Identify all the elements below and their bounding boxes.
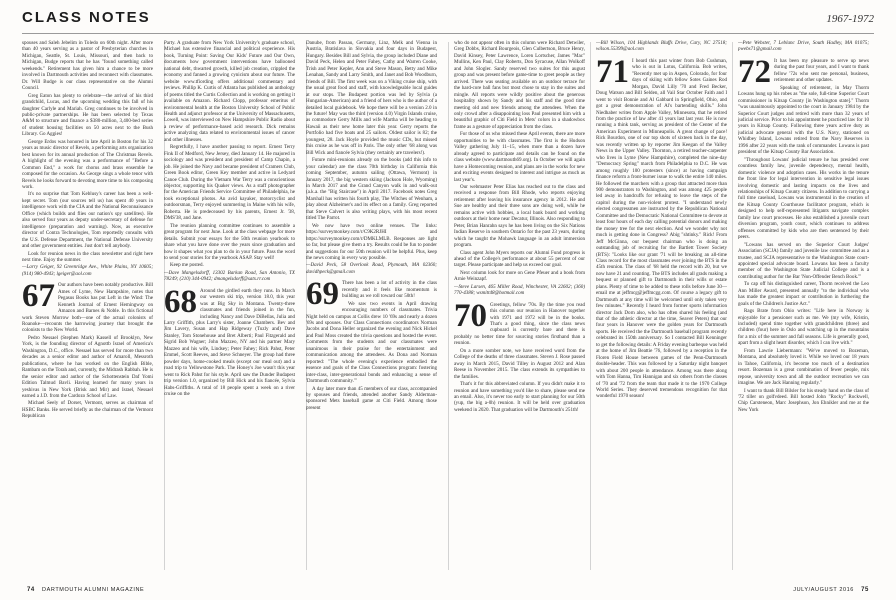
section-title: CLASS NOTES (22, 9, 151, 26)
paragraph: We now have two online venues. The links: https://surveymonkey.com/r/C9K2RJHI and https://surveymonkey.com/r/DMKLMLB. Responses are light so far, but please give them a try. Results could be fun to ponder and suggestions for our 50th reunion will be helpful. Plus, keep the news coming in every way possible. (306, 222, 437, 261)
class-1972-section (738, 53, 869, 90)
paragraph: It's no surprise that Tom Keblusy's career has been a well-kept secret. Tom (our sources tell us) has spent 40 years in intelligence work with the CIA and the National Reconnaissance Office (which builds and flies our nation's spy satellites). He also served four years as deputy under-secretary of defense for intelligence (preparation and warning). Now, as executive director of Contra Technologies, Tom reportedly consults with the U.S. Defense Department, the National Defense University and other government entities. Just don't tell anybody. (22, 191, 153, 250)
paragraph: Pedro Nessael (Stephen Mark) Kassell of Brooklyn, New York, is the founding director of Agnottb Israel of America's Washington, D.C., office. Nessael has served for more than two decades as a senior editor and author of Amaroll, Messroth publications, where he has worked on the English Bible, Rambam on the Torah and, currently, the Midrash Rabbah. He is the senior editor and author of the Schottenstein Daf Yomi Edition Talmud Bavli. Having learned for many years in yeshivas in New York (Brisk and Mir) and Israel, Nessael earned a J.D. from the Cardozo School of Law. (22, 334, 153, 400)
paragraph: spouses and Saleh Jebelim in Toledo on 60th night. After more than 40 years serving as a pastor of Presbyterian churches in Michigan, Seattle, St. Louis, Missouri, and then back to Michigan, Budge reports that he has "found something called weekends." Retirement has given him a chance to be more involved in Dartmouth activities and reconnect with classmates. Dr. Will Budge is our class representative on the Alumni Council. (22, 40, 153, 92)
issue-date: JULY/AUGUST 2016 (793, 587, 854, 593)
paragraph: Speaking of retirement, in May Thorm Lowans hung up his robes as "the sole, full-time Superior Court commissioner in Kitsap County [in Washington state]." Thorm "was unanimously appointed to the court in January 1984 by the Superior Court judges and retired with more than 32 years of judicial service. Prior to his appointment he practiced law for 10 years in Kitsap County. Following three years active duty as judicial advocate general with the U.S. Navy, stationed on Whidbey Island, Lowans retired from the Navy Reserves in 1996 after 22 years with the rank of commander. Lowans is past president of the Kitsap County Bar Association. (738, 84, 869, 156)
paragraph: A day later more than 45 members of our class, accompanied by spouses and friends, attended another Sandy Alderman-sponsored Mets baseball game at Citi Field. Among those present (306, 385, 437, 411)
paragraph: Michael Seely of Dorset, Vermont, serves as chairman of HSBC Banks. He served briefly as the chairman of the Vermont Republican (22, 400, 153, 420)
paragraph: Future mini-reunions already on the books (add this info to your calendar) are the class 70th birthday in California this coming September, autumn sailing (Ottawa, Vermont) in January 2017, the big western skiing (Jackson Hole, Wyoming) in March 2017 and the Grand Canyon walk in and walk-out (a.k.a. the "Big Staircase") in April 2017. Facebook notes Greg Marshall has written his fourth play, The Witches of Wenham, a play about Alzheimer's and its effect on a family. Greg reported that Steve Calvert is also writing plays, with his most recent titled The Parrot. (306, 157, 437, 222)
paragraph: For those of us who missed these April events, there are more opportunities to be with classmates. The first is the Hudson Valley gathering July 11–15, when more than a dozen have already agreed to participate and details can be found on the class website (www.dartmouth69.org). In October we will again have a Homecoming reunion, and plans are in the works for new and exciting events designed to interest and intrigue as much as last year's. (454, 131, 585, 183)
class-1968-section (164, 283, 295, 398)
paragraph: Next column look for more on Gene Pfeuer and a book from Arnie Weinzapf. (454, 269, 585, 283)
paragraph: Look for reunion news in the class newsletter and right here next time. Enjoy the summer. (22, 250, 153, 263)
paragraph: I heard this past winter from Bob Cushman, who is out in Lotus, California. Bob writes, "Recently met up in Aspen, Colorado, for four days of skiing with fellow Sotes Gaines Rod Morgan, David Lilly '70 and Fred Becker, Doug Watson and Bill Selden, all Vail Star October Faith and I went to visit Bonnie and Al Gabbard in Springfield, Ohio, and got a great demonstration of Al's bartending skills." John Niedhaber writes from Apple Valley, Minnesota, that he retired from the practice of law after 41 years last last year. He is now running a think tank, serving as president of the Center of the American Experiment in Minneapolis. A great change of pace! Rick Bourdon, one of our top shots of sixteen back in the day, was recently written up by reporter Jim Keegan of the Valley News in the Upper Valley. Thornton, a retired teacher-carpenter who lives in Lyme (New Hampshire), completed the nine-day "Democracy Spring" march from Philadelphia to D.C. He was among roughly 100 protesters (since) at having campaign finance reform a front-burner issue to walk the entire 140 miles. He followed the marchers with a group that attracted more than 900 demonstrators to Washington, and was among 425 people led away in handcuffs for refusing to leave the steps of the capitol during the non-violent protest. "I understand newly elected congressmen are instructed by the Republican National Committee and the Democratic National Committee to devote at least four hours of each day calling potential donors and making the money tree for the next election. And we wonder why not much is getting done in Congress? Abig "shtinky." Rick! From Jeff McGinna, our bequest chairman who is doing an outstanding job of recruiting for the Bartlett Tower Society (BTS): "Looks like our grant '71 will be breaking an all-time Class record for the most classmates ever joining the BTS in the 45th reunion. The class of '68 held the record with 20, but we now have 21 and counting. The BTS includes all grads making a bequest or planned gift to Dartmouth in their wills or estate plans. Plenty of time to be added to these rolls before June 30—email me at jeffmcg@jeffmcgg.com. Of course a legacy gift to Dartmouth at any time will be welcomed until only taken very few minutes." Recently I heard from former sports information director Jack Dorn also, who has often shared his feeling (and that of the athletic director at the time, Seaver Peters) that our four years in Hanover were the golden years for Dartmouth sports. He received the the Dartmouth baseball program recently celebrated its 150th anniversary. So I contacted Bill Kenninger to get the following details: A Friday evening barbeque was held at the home of Jim Beattie '76, followed by a reception in the Floren Field House between games of the Penn-Dartmouth double-header. This was followed by a Saturday night banquet with about 200 people in attendance. Among was there along with Tom Hanna, Tim Hannigan and six others from the classes of '70 and '72 from the team that made it to the 1970 College World Series. They deserved tremendous recognition for that wonderful 1970 season! (596, 57, 727, 400)
paragraph: Around the girdled earth they runs. In March our western ski trip, version 18.0, this year was at Big Sky in Montana. Twenty-three classmates and friends joined in the fun, including Nancy and Dave DiBellas, Julia and Larry Griffith, plus Larry's sister, Joanne Chambers. Bev and Jim Lavery, Susan and Hap Ridgeway (Tuzly and) Dave Stanley, Tom Stonehouse and Bret Alberti; Paul Fitzgerald and Sigrid Bob Wagner; John Mazzeo, NY and his partner Mary Mazzeo and his wife, Lindsey; Peter Fahey; Rick Pahst, Peter Emmel, Scott Reeves, and Steve Schneyer. The group had three powder days, home-cooked meals (except our meal out) and a road trip to Yellowstone Park. The Honey's Joe wasn't this year went to Rick Pahst for his style. April saw the Dunder Budapest trip version 1.0, organized by Bill Hick and his fiancée, Sylvia Habs-Griffiths. A total of 18 people spent a week on a river cruise on the (164, 287, 295, 398)
paragraph: George Erdos was honored in late April in Boston for his 32 years as music director of Revels, a performing arts organization best known for its annual production of The Christmas Revels. A highlight of the evening was a performance of "Before a Common End," a work for chorus and brass ensemble he composed for the occasion. As George sings a whole tenor with Revels he looks forward to devoting more time to his composing work. (22, 138, 153, 190)
paragraph: Rags Brate from Ohio writes: "Life here in Norway is enjoyable for a pensioner such as me. We (my wife, Kristin, included) spend time together with grandchildren (three) and children (four) here in Oslo and watching up in the mountains for a mix of the summer and fall seasons. Life is generally good, apart from a slight heart disorder, which I can live with." (738, 308, 869, 347)
publication-name: DARTMOUTH ALUMNI MAGAZINE (42, 587, 145, 593)
page-number: 75 (861, 587, 869, 593)
paragraph: who do not appear often in this column were Richard Detwiler, Greg Dobbs, Richard Bourgeois, Glen Culbertson, Bruce Henry, David Kinsey, Peter Lawrence, Loren Lortscher, James "Mac" Mullins, Ken Paul, Clay Roberts, Don Syracuse, Allan Wolkoff and John Slogler. Sandy reserved two suites for this august group and was present before game-time to greet people as they arrived. There was seating available on an outdoor terrace for the hard-core ball fans but most chose to stay in the suites and mingle. All reports were wildly positive about the generous hospitality shown by Sandy and his staff and the good time meeting old and new friends among the attendees. When the only crowd after a disappointing loss Paul presented him with a beautiful graphic of Citi Field in Mets' colors in a shadowbox frame as a gesture of appreciation from the class. (454, 40, 585, 130)
paragraph: On a more somber note, we have received word from the College of the deaths of three classmates. Steven J. Rose passed away in March 2015, David Tilley in August 2012 and Alan Reese in November 2015. The class extends its sympathies to the families. (454, 347, 585, 380)
class-secretary-signature: —David Peck, 58 Overlook Road, Plymouth, MA 02360; davidhpeck@gmail.com (306, 262, 437, 275)
class-year-numeral: 72 (738, 53, 771, 90)
paragraph: There has been a lot of activity in the class recently and it feels like momentum is building as we roll toward our 50th! (342, 280, 437, 300)
class-secretary-signature: —Dave Mangelsdorff, 13302 Barkan Road, San Antonio, TX 78249; (210) 344-0942; dmangelsdorff@satx.rr.com (164, 269, 295, 283)
paragraph: The reunion planning committee continues to assemble a great program for next June. Look at the class webpage for more details. Submit your essays for the 50th reunion yearbook to share what you have done over the years since graduation and how it shapes what you plan to do in your future. Pass the word to send your stories for the yearbook ASAP. Stay well! (164, 222, 295, 261)
paragraph: Our webmaster Peter Elias has reached out to the class and received a response from Bill Rhode, who reports enjoying retirement after leaving his insurance agency in 2012. He and Sue are healthy and their three sons are doing well, while he remains active with hobbies, a local bank board and working outdoors at their home near Decatur, Illinois. Also responding to Peter, Brian Hanrahn says he has been living on the Six Nations Indian Reserve in southern Ontario for the past 23 years, during which he taught the Mohawk language in an adult immersion program. (454, 183, 585, 249)
class-year-numeral: 71 (596, 53, 629, 90)
year-range: 1967-1972 (826, 13, 874, 25)
paragraph: I want to thank Bill Bilsler for his steady hand on the class of '72 tiller on golfvdeed. Bill hosted John "Rocky" Rockwell, Chip Carsteneon, Marc Josephson, Jon Ehnikler and me at the New York (738, 387, 869, 413)
paragraph: Our authors have been notably productive. Bill Ames of Lyme, New Hampshire, notes that Pegasus Books has put Left in the Wind: The Kenneth Journal of Ernest Hemingway on Amazon and Barnes & Noble. In this fictional work Steven Morrow both—one of the actual colonists of Roanoke—recounts the harrowing journey that brought the colonists to the New World. (22, 282, 153, 334)
paragraph: Class agent John Myers reports our Alumni Fund progress is ahead of the College's performance at about 55 percent of our target. Please participate and help us exceed our goal. (454, 249, 585, 269)
column-2 (164, 40, 295, 573)
paragraph: That's it for this abbreviated column. If you didn't make it to reunion and have something you'd like to share, please send me an email. Also, it's never too early to start planning for our 50th (yup, the big a-0h) reunion. It will be held over graduation weekend in 2020. That graduation will be Dartmouth's 251th! (454, 381, 585, 413)
paragraph: We saw two events in April drawing encouraging numbers of classmates. Trivia Night held on campus at Collis drew 10 '69s and nearly a dozen '69s and spouses. Our Class Connections coordinators Norman Jacobs and Dona Heller organized the evening and Nick Hickel and Paul Moss created the trivia questions and hosted the event. Comments from the students and our classmates were unanimous in their praise for the entertainment and communication among the attendees. As Dona and Norman reported: "The whole evening's experience embodied the essence and goals of the Class Connections program: fostering inter-class, inter-generational bonds and enhancing a sense of 'Dartmouth community.'" (306, 300, 437, 385)
column-3 (306, 40, 437, 573)
class-notes-body (22, 40, 874, 573)
footer-right (793, 587, 874, 593)
column-6 (738, 40, 869, 573)
paragraph: "Lowans has served on the Superior Court Judges' Association (SCJA) family and juvenile law committee and as a trustee, and SCJA representative to the Washington State court-appointed special advocate board. Lowans has been a faculty member of the Washington State Judicial College and is a contributing author for the Bar 'Non-Offender Bench Book.'" (738, 241, 869, 280)
paragraph: Regretfully, I have another passing to report. Ernest Terry Fink II of Medford, New Jersey, died January 14. He majored in sociology and was president and president of Camp Chapin, a job. He joined the Navy and became president of Cramers Club, Green Book editor, Green Key member and active in Ledyard Canoe Club. During the Vietnam War Terry was a conscientious objector, supporting his Quaker views. As a staff photographer for the American Friends Service Committee of Philadelphia, he took exceptional photos. An avid kayaker, motorcyclist and outdoorsman, Terry enjoyed summering in Maine with his wife, Roberta. He is predeceased by his parents, Ernest Jr. '38, DMS'38, and Jane. (164, 144, 295, 222)
class-year-numeral: 68 (164, 283, 197, 320)
class-1967-section (22, 278, 153, 334)
class-year-numeral: 69 (306, 276, 339, 313)
paragraph: Party. A graduate from New York University's graduate school, Michael has extensive financial and political experience. His book, Turning Point: Saving Our Kids' Future and Our Own, documents how government interventions have ballooned national debt, thwarted growth, killed job creation, crippled the economy and fanned a growing cynicism about our future. The website www.tfiording offers additional commentary and reviews. Phillip K. Curtis of Atlanta has published an anthology of poems titled the Curtis Collection and is working on getting it available on Amazon. Richard Clopp, professor emeritus of environmental health at the Boston University School of Public Health and adjunct professor at the University of Massachusetts, Lowell, was interviewed on New Hampshire Public Radio about a review of performance-based acid research. Dick remains active analyzing data related to environmental issues of cancer and other illnesses. (164, 40, 295, 143)
column-1 (22, 40, 153, 573)
class-1971-section (596, 53, 727, 400)
paragraph: "Throughout Lowans' judicial tenure he has presided over countless family law, juvenile dependency, mental health, domestic violence and adoption cases. His works in the tenure the front line for legal intervention in sensitive legal issues involving domestic and lasting impacts on the lives and relationships of Kitsap County citizens. In addition to carrying a full time caseload, Lowans was instrumental in the creation of the Kitsap County Courthouse facilitator program, which is designed to help self-represented litigants navigate complex family law court processes. He also established a juvenile court diversion program, youth court, which continues to address offenses committed by kids who are then sentenced by their peers. (738, 156, 869, 241)
paragraph: To cap off his distinguished career, Thorm received the Leo Ann Miller Award, presented annually "to the individual who has made the greatest impact or contribution in furthering the goals of the Children's Justice Act." (738, 281, 869, 307)
class-1970-section (454, 297, 585, 347)
footer-left (22, 587, 144, 593)
paragraph: It has been my pleasure to serve up news during the past four years, and I want to thank fellow '72s who sent me personal, business, retirement and other updates. (774, 57, 869, 84)
paragraph: Danube, from Passau, Germany, Linz, Melk and Vienna in Austria, Bratislava in Slovakia and four days in Budapest, Hungary. Besides Bill and Sylvia, the group included Diane and David Peck, Helen and Peter Fahey, Cathy and Warren Cooke, Trish and Peter Kepler, Ann and Steve Mason, Betty and Mike Lenahan, Sandy and Larry Smith, and Janet and Bob Woodburn, friends of Bill. The first week was on a Viking cruise ship, with the usual great food and staff, with knowledgeable local guides at our stops. The Budapest portion was led by Sylvia (a Hungarian-American) and a friend of hers who is the author of a detailed local guidebook. We hope there will be a version 2.0 in the future! May was the third (version 4.0) Virgin Islands cruise, as commodore Gerry Mills and wife Martha will be heading to Hawaii as their new home later this year. Gerry reports the Portfolio had five boats and 25 sailors. Oldest sailor is 82; the youngest, 28. Jack Hoyle provided the music CDs, but missed this cruise as he was off in Paris. The only other '68 along was Bill Wick and fiancée Sylvia (they certainly are travelers!). (306, 40, 437, 156)
page-number: 74 (27, 587, 35, 593)
paragraph: Greg Eaton has plenty to celebrate—the arrival of his third grandchild, Lucas, and the upcoming wedding this fall of his daughter Carlyle and Mariah. Greg continues to be involved in public-private partnerships. He has been selected by Texas A&M to structure and finance a $380-million, 3,400-bed series of student housing facilities on 50 acres next to the Bush Library. Go Aggies! (22, 92, 153, 138)
column-5 (596, 40, 727, 573)
paragraph: Keep me posted. (170, 262, 204, 269)
paragraph: From Lawrie Liebermann: "We've moved to Bozeman, Montana, and absolutely loved it. While we loved our 18 years in Tahoe, California, it's become too much of a destination resort. Bozeman is a great combination of fewer people, mix repose, university town and all the outdoor recreation we can imagine. We are Jack Hanning regularly." (738, 347, 869, 387)
class-year-numeral: 70 (454, 297, 487, 334)
class-secretary-signature: —Pete Webster, 7 Leblanc Drive, South Hadley, MA 01075; pwebs71@gmail.com (738, 40, 869, 53)
class-secretary-signature: —Larry Geiger, 92 Greenridge Ave., White Plains, NY 10605; (914) 980-4943; lgeiger@aol.com (22, 264, 153, 277)
class-secretary-signature: —Bill Wilson, 104 Highlands Bluffs Drive, Cary, NC 27518; wilson.55399@aol.com (596, 40, 727, 53)
class-secretary-signature: —Steve Larsen, 465 Miller Road, Winchester, VA 22602; (360) 770-4388; wsmitt48@hotmail.com (454, 283, 585, 297)
class-year-numeral: 67 (22, 278, 55, 315)
paragraph: Greetings, fellow '70s. By the time you read this column our reunion in Hanover together with 1971 and 1972 will be in the books. That's a good thing, since the class news cupboard is currently bare and there is probably no better time for sourcing stories firsthand than a reunion. (454, 301, 585, 347)
class-1969-section (306, 276, 437, 313)
column-4 (454, 40, 585, 573)
running-head (22, 5, 874, 34)
